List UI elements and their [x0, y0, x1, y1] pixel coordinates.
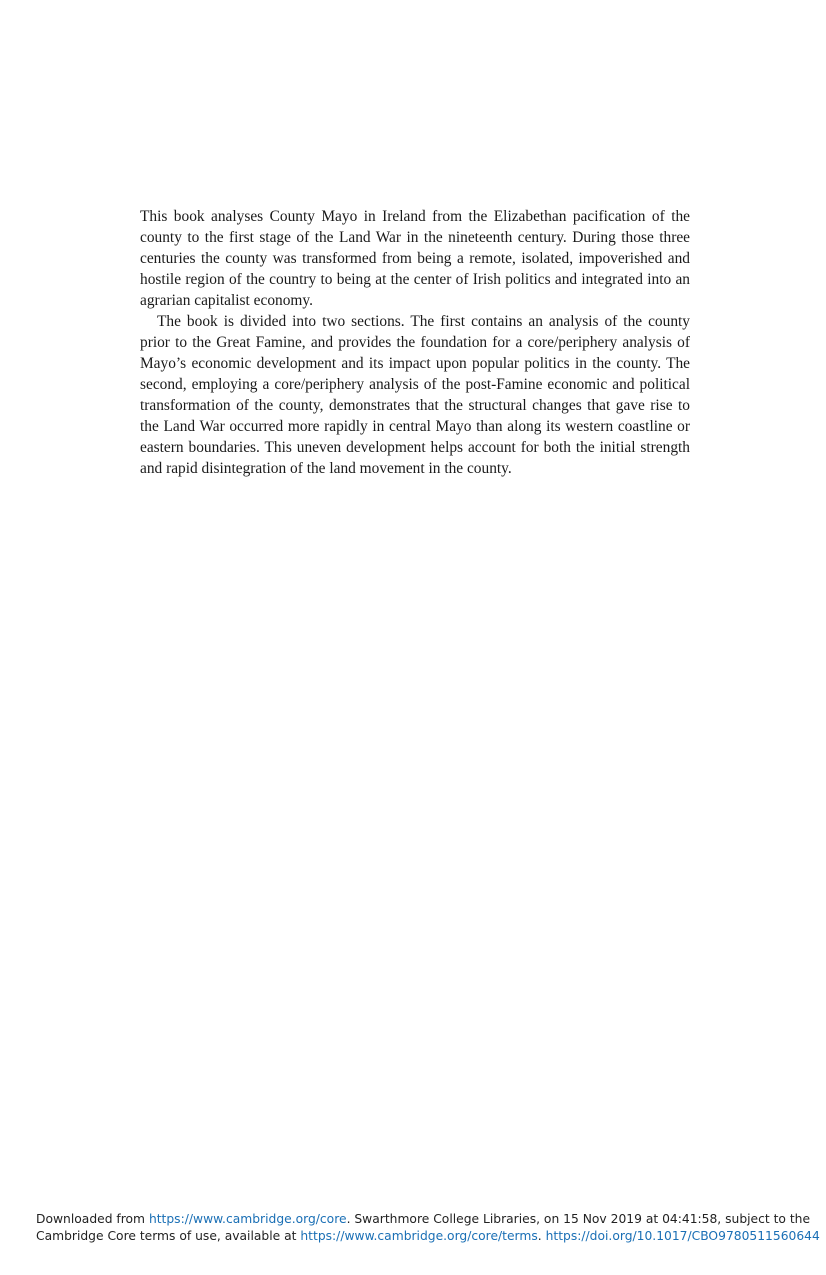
footer-line-2	[36, 1228, 820, 1245]
footer-prefix: Downloaded from	[36, 1212, 149, 1226]
terms-link[interactable]: https://www.cambridge.org/core/terms	[300, 1229, 538, 1243]
abstract-text	[140, 206, 690, 479]
paragraph-1: This book analyses County Mayo in Ireland from the Elizabethan pacification of the county to the first stage of the Land War in the nineteenth century. During those three centuries the county was transformed from being a remote, isolated, impoverished and hostile region of the country to being at the center of Irish politics and integrated into an agrarian capitalist economy.	[140, 208, 690, 309]
paragraph-2: The book is divided into two sections. The first contains an analysis of the county prior to the Great Famine, and provides the foundation for a core/periphery analysis of Mayo’s economic development and its impact upon popular politics in the county. The second, employing a core/periphery analysis of the post-Famine economic and political transformation of the county, demonstrates that the structural changes that gave rise to the Land War occurred more rapidly in central Mayo than along its western coastline or eastern boundaries. This uneven development helps account for both the initial strength and rapid disintegration of the land movement in the county.	[140, 313, 690, 477]
download-footer	[36, 1211, 820, 1245]
footer-line2-prefix: Cambridge Core terms of use, available at	[36, 1229, 301, 1243]
footer-middle: . Swarthmore College Libraries, on 15 Nov 2019 at 04:41:58, subject to the	[346, 1212, 811, 1226]
doi-link[interactable]: https://doi.org/10.1017/CBO9780511560644	[545, 1229, 820, 1243]
footer-separator: .	[537, 1229, 546, 1243]
footer-line-1	[36, 1211, 811, 1228]
core-link[interactable]: https://www.cambridge.org/core	[148, 1212, 347, 1226]
